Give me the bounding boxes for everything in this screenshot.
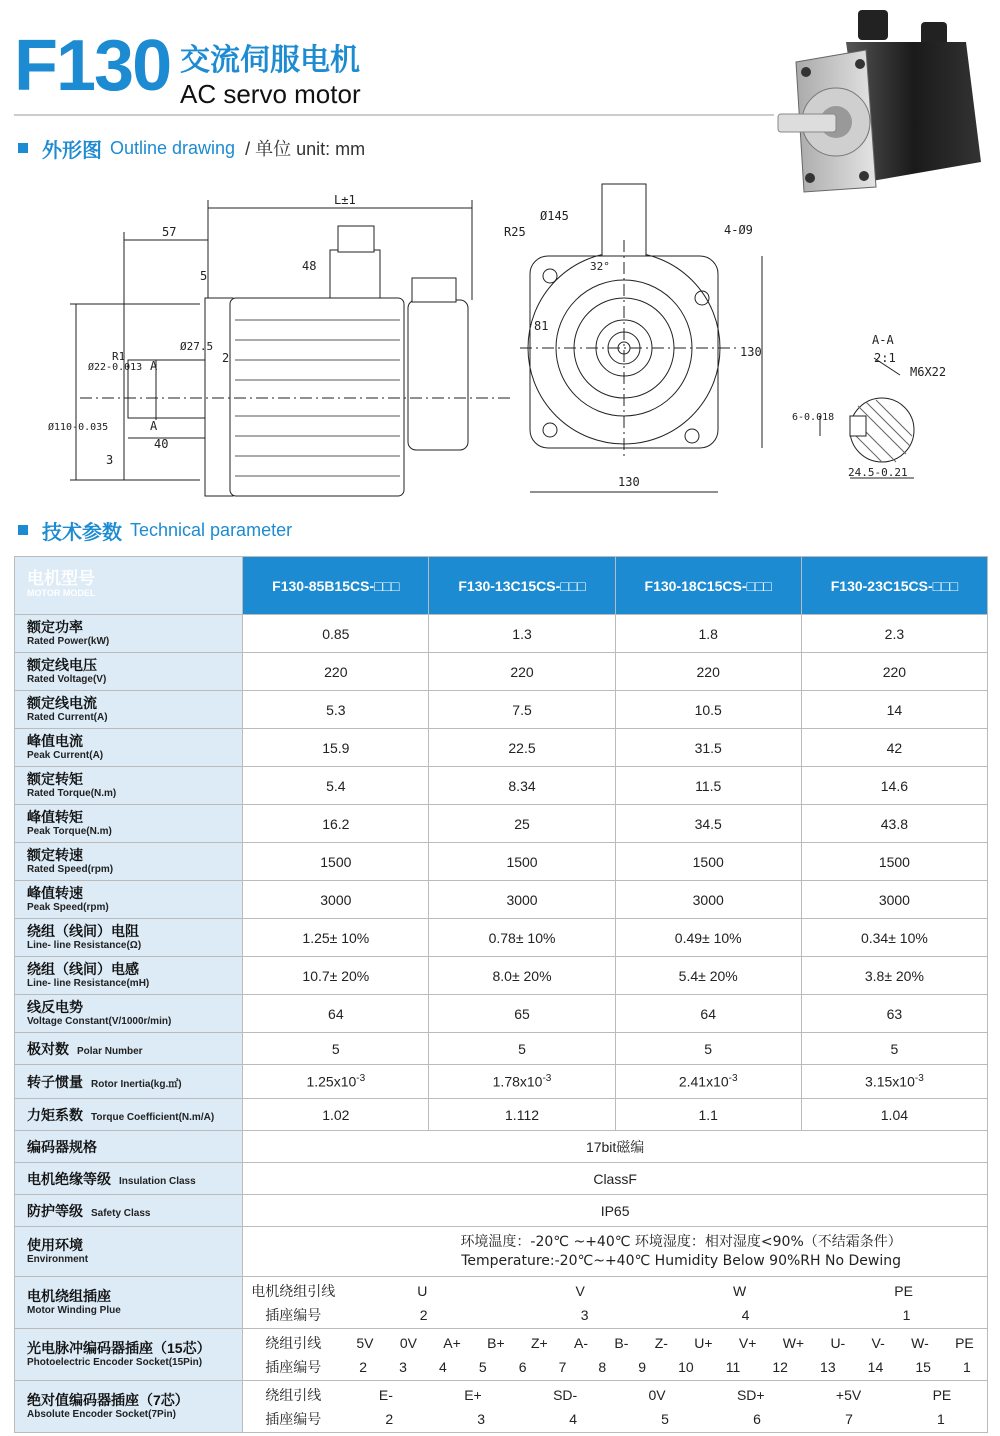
row-label-en: Rated Current(A): [27, 712, 108, 723]
environment-line-en: Temperature:-20℃~+40℃ Humidity Below 90%RH No Dewing: [461, 1252, 901, 1269]
pin-number: 6: [753, 1410, 761, 1427]
pin-lead: U: [417, 1282, 428, 1299]
table-cell: 5: [429, 1033, 615, 1065]
winding-plug-cell: [243, 1277, 988, 1329]
model-col-2: F130-13C15CS-□□□: [429, 557, 615, 615]
table-cell: 5: [801, 1033, 987, 1065]
table-cell: 1.02: [243, 1099, 429, 1131]
row-label-cn: 峰值转矩: [27, 809, 83, 825]
outline-title-en: Outline drawing: [110, 137, 236, 158]
table-cell: 8.0± 20%: [429, 957, 615, 995]
dim-r25: R25: [504, 225, 526, 239]
row-label-en: Safety Class: [91, 1207, 151, 1219]
dim-r1: R1: [112, 350, 126, 363]
pin-lead: A-: [574, 1334, 589, 1351]
row-label-cn: 电机绝缘等级: [27, 1170, 111, 1187]
pin-lead: W: [732, 1282, 747, 1299]
table-cell: 3000: [429, 881, 615, 919]
row-label-en: Rated Speed(rpm): [27, 864, 114, 875]
row-label-cn: 额定转速: [27, 847, 83, 863]
pin-number: 2: [385, 1410, 394, 1427]
table-cell: 65: [429, 995, 615, 1033]
table-cell: 10.5: [615, 691, 801, 729]
table-cell: 14: [801, 691, 987, 729]
dim-width-130: 130: [618, 475, 640, 489]
table-row-protection: [15, 1195, 988, 1227]
row-label-en: Insulation Class: [119, 1175, 196, 1187]
pin-number: 4: [741, 1306, 750, 1323]
pin-number: 7: [845, 1410, 853, 1427]
header-label-cell: [15, 557, 243, 615]
dim-5: 5: [200, 269, 208, 283]
pin-lead: +5V: [835, 1386, 862, 1403]
dim-81: 81: [534, 319, 549, 333]
table-cell: 3.8± 20%: [801, 957, 987, 995]
table-cell: 64: [243, 995, 429, 1033]
dim-48: 48: [302, 259, 317, 273]
dim-d22: Ø22-0.013: [88, 362, 143, 373]
table-cell: 22.5: [429, 729, 615, 767]
dim-d275: Ø27.5: [180, 340, 214, 353]
pin-number: 5: [661, 1410, 669, 1427]
model-col-4: F130-23C15CS-□□□: [801, 557, 987, 615]
row-label-en: Peak Current(A): [27, 750, 104, 761]
table-cell: 16.2: [243, 805, 429, 843]
table-cell: [429, 1065, 615, 1099]
pin-row-key: 绕组引线: [265, 1386, 322, 1403]
header-divider: [14, 114, 774, 116]
encoder-leads-row: [243, 1331, 987, 1355]
row-label-cn: 编码器规格: [27, 1138, 97, 1155]
table-cell: 1.112: [429, 1099, 615, 1131]
table-cell: 0.85: [243, 615, 429, 653]
dim-key-24-5: 24.5-0.21: [848, 466, 908, 479]
table-cell: 42: [801, 729, 987, 767]
table-cell: 1.3: [429, 615, 615, 653]
encoder-pins-row: [243, 1355, 987, 1379]
row-label-cn: 线反电势: [27, 999, 83, 1015]
side-view: [70, 200, 510, 496]
table-cell: 25: [429, 805, 615, 843]
tech-title-cn: 技术参数: [42, 521, 122, 544]
table-header-row: [15, 557, 988, 615]
tech-title-en: Technical parameter: [130, 519, 293, 540]
title-chinese: 交流伺服电机: [180, 44, 360, 77]
table-row-abs-socket: [15, 1381, 988, 1433]
pin-lead: V: [575, 1282, 585, 1299]
row-label-cn: 转子惯量: [27, 1073, 83, 1090]
pin-lead: Z-: [654, 1334, 668, 1351]
table-cell: 11.5: [615, 767, 801, 805]
pin-row-key: 插座编号: [265, 1358, 322, 1375]
inertia-value: 1.78x10: [492, 1073, 543, 1090]
pin-lead: 5V: [356, 1334, 374, 1351]
pin-row-key: 插座编号: [265, 1306, 322, 1323]
table-cell: 2.3: [801, 615, 987, 653]
row-label-en: Environment: [27, 1254, 89, 1265]
protection-value: IP65: [243, 1195, 988, 1227]
table-row: [15, 919, 988, 957]
model-col-3: F130-18C15CS-□□□: [615, 557, 801, 615]
pin-number: 14: [867, 1358, 884, 1375]
table-row: [15, 691, 988, 729]
table-cell: 1.8: [615, 615, 801, 653]
pin-lead: SD+: [736, 1386, 765, 1403]
section-mark-a-bottom: A: [150, 419, 158, 433]
row-label-cn: 绕组（线间）电感: [27, 961, 139, 977]
table-cell: 0.49± 10%: [615, 919, 801, 957]
table-row: [15, 995, 988, 1033]
row-label-cn: 电机绕组插座: [27, 1288, 111, 1304]
table-cell: 220: [243, 653, 429, 691]
inertia-exponent: -3: [914, 1073, 924, 1085]
dim-angle: 32°: [590, 260, 610, 273]
winding-leads-row: [243, 1279, 987, 1303]
dim-height-130: 130: [740, 345, 762, 359]
row-label-en: Rotor Inertia(kg.㎡): [91, 1078, 182, 1090]
table-cell: 1.25± 10%: [243, 919, 429, 957]
table-row: [15, 615, 988, 653]
row-label-en: Voltage Constant(V/1000r/min): [27, 1016, 172, 1027]
encoder-pins: [343, 1359, 987, 1375]
dim-57: 57: [162, 225, 177, 239]
pin-number: 4: [438, 1358, 447, 1375]
outline-drawing: [40, 180, 980, 510]
winding-leads: [343, 1283, 987, 1299]
pin-number: 9: [638, 1358, 647, 1375]
row-label-en: Peak Torque(N.m): [27, 826, 112, 837]
dim-40: 40: [154, 437, 169, 451]
header-en: MOTOR MODEL: [27, 588, 96, 598]
encoder-leads: [343, 1335, 987, 1351]
table-row: [15, 729, 988, 767]
pin-row-key: 绕组引线: [265, 1334, 322, 1351]
pin-lead: B+: [487, 1334, 505, 1351]
row-label-en: Absolute Encoder Socket(7Pin): [27, 1409, 176, 1420]
pin-number: 5: [478, 1358, 487, 1375]
table-row: [15, 767, 988, 805]
row-label-en: Peak Speed(rpm): [27, 902, 109, 913]
section-title: A-A: [872, 333, 894, 347]
table-cell: [615, 1065, 801, 1099]
pin-lead: B-: [614, 1334, 629, 1351]
dim-3: 3: [106, 453, 114, 467]
table-cell: 1500: [615, 843, 801, 881]
encoder-socket-cell: [243, 1329, 988, 1381]
row-label-cn: 防护等级: [27, 1202, 83, 1219]
pin-number: 15: [915, 1358, 931, 1375]
row-label-cn: 额定转矩: [27, 771, 83, 787]
pin-lead: A+: [443, 1334, 461, 1351]
pin-number: 1: [902, 1306, 911, 1323]
table-cell: 64: [615, 995, 801, 1033]
dim-d145: Ø145: [540, 209, 569, 223]
table-cell: 5: [243, 1033, 429, 1065]
pin-number: 3: [399, 1358, 407, 1375]
table-cell: 34.5: [615, 805, 801, 843]
environment-line-cn: 环境温度：-20℃ ~+40℃ 环境湿度：相对湿度<90%（不结霜条件）: [460, 1233, 902, 1250]
winding-pins-row: [243, 1303, 987, 1327]
bullet-square-icon: [18, 525, 28, 535]
pin-lead: SD-: [553, 1386, 578, 1403]
header-cn: 电机型号: [27, 569, 95, 588]
inertia-exponent: -3: [356, 1073, 366, 1085]
row-label-cn: 力矩系数: [27, 1106, 83, 1123]
outline-unit: / 单位 unit: mm: [245, 139, 366, 159]
spec-table: [14, 556, 988, 1433]
table-cell: 220: [615, 653, 801, 691]
insulation-value: ClassF: [243, 1163, 988, 1195]
encoder-value: 17bit磁编: [243, 1131, 988, 1163]
row-label-cn: 额定功率: [27, 619, 83, 635]
winding-pins: [343, 1307, 987, 1323]
section-mark-a-top: A: [150, 359, 158, 373]
row-label-en: Rated Voltage(V): [27, 674, 107, 685]
table-row: [15, 881, 988, 919]
row-label-en: Motor Winding Plue: [27, 1305, 121, 1316]
inertia-value: 3.15x10: [865, 1073, 915, 1090]
outline-title-cn: 外形图: [42, 139, 102, 162]
pin-row-key: 插座编号: [265, 1410, 322, 1427]
table-cell: 220: [801, 653, 987, 691]
row-label-en: Line- line Resistance(mH): [27, 978, 150, 989]
row-label-cn: 使用环境: [27, 1237, 83, 1253]
table-cell: 63: [801, 995, 987, 1033]
table-row: [15, 957, 988, 995]
table-cell: 5.4± 20%: [615, 957, 801, 995]
row-label-cn: 光电脉冲编码器插座（15芯）: [27, 1340, 211, 1356]
dim-d110: Ø110-0.035: [48, 422, 109, 433]
table-cell: 10.7± 20%: [243, 957, 429, 995]
row-label-en: Torque Coefficient(N.m/A): [91, 1111, 215, 1123]
pin-lead: 0V: [399, 1334, 417, 1351]
dim-holes: 4-Ø9: [724, 223, 753, 237]
row-label-cn: 绝对值编码器插座（7芯）: [27, 1392, 189, 1408]
pin-lead: 0V: [648, 1386, 666, 1403]
pin-lead: V+: [738, 1334, 757, 1351]
abs-socket-cell: [243, 1381, 988, 1433]
row-label-cn: 峰值电流: [27, 733, 83, 749]
table-cell: 5.3: [243, 691, 429, 729]
table-row-inertia: [15, 1065, 988, 1099]
table-cell: 31.5: [615, 729, 801, 767]
table-cell: [243, 1065, 429, 1099]
pin-lead: U+: [694, 1334, 713, 1351]
abs-leads-row: [243, 1383, 987, 1407]
table-row-environment: [15, 1227, 988, 1277]
pin-number: 13: [820, 1358, 836, 1375]
row-label-cn: 极对数: [27, 1040, 69, 1057]
row-label-cn: 额定线电流: [27, 695, 97, 711]
bullet-square-icon: [18, 143, 28, 153]
pin-number: 4: [569, 1410, 578, 1427]
row-label-cn: 峰值转速: [27, 885, 83, 901]
table-cell: 1.1: [615, 1099, 801, 1131]
pin-number: 7: [558, 1358, 567, 1375]
pin-lead: U-: [830, 1334, 846, 1351]
table-cell: [801, 1065, 987, 1099]
model-number: F130: [14, 26, 171, 106]
table-cell: 7.5: [429, 691, 615, 729]
table-cell: 14.6: [801, 767, 987, 805]
table-cell: 1500: [243, 843, 429, 881]
table-cell: 220: [429, 653, 615, 691]
table-cell: 1500: [429, 843, 615, 881]
inertia-exponent: -3: [728, 1073, 738, 1085]
pin-lead: Z+: [530, 1334, 548, 1351]
dim-m6: M6X22: [910, 365, 947, 379]
pin-number: 11: [725, 1358, 741, 1375]
table-row-encoder-socket: [15, 1329, 988, 1381]
model-col-1: F130-85B15CS-□□□: [243, 557, 429, 615]
table-row: [15, 653, 988, 691]
title-english: AC servo motor: [180, 79, 361, 109]
inertia-exponent: -3: [542, 1073, 552, 1085]
dim-key-6: 6-0.018: [792, 412, 835, 423]
table-row-torque-coef: [15, 1099, 988, 1131]
inertia-value: 1.25x10: [306, 1073, 357, 1090]
pin-lead: V-: [871, 1334, 885, 1351]
environment-cell: [243, 1227, 988, 1277]
pin-row-key: 电机绕组引线: [251, 1282, 336, 1299]
row-label-en: Polar Number: [77, 1045, 143, 1057]
pin-number: 2: [419, 1306, 428, 1323]
table-cell: 15.9: [243, 729, 429, 767]
row-label-cn: 额定线电压: [27, 657, 97, 673]
pin-lead: PE: [932, 1386, 952, 1403]
pin-number: 3: [477, 1410, 486, 1427]
table-cell: 1.04: [801, 1099, 987, 1131]
pin-number: 10: [678, 1358, 694, 1375]
table-cell: 1500: [801, 843, 987, 881]
table-cell: 3000: [243, 881, 429, 919]
table-row-insulation: [15, 1163, 988, 1195]
pin-lead: PE: [955, 1334, 974, 1351]
table-row-winding-plug: [15, 1277, 988, 1329]
dim-2: 2: [222, 351, 230, 365]
table-cell: 0.34± 10%: [801, 919, 987, 957]
pin-number: 8: [598, 1358, 607, 1375]
table-row-encoder: [15, 1131, 988, 1163]
outline-section-title: [18, 134, 365, 162]
row-label-cn: 绕组（线间）电阻: [27, 923, 139, 939]
table-cell: 0.78± 10%: [429, 919, 615, 957]
table-row: [15, 805, 988, 843]
pin-lead: W-: [911, 1334, 929, 1351]
table-cell: 5: [615, 1033, 801, 1065]
pin-lead: E-: [378, 1386, 393, 1403]
pin-number: 1: [962, 1358, 971, 1375]
pin-number: 3: [580, 1306, 589, 1323]
pin-number: 2: [359, 1358, 368, 1375]
pin-number: 1: [937, 1410, 945, 1427]
abs-leads: [343, 1387, 987, 1403]
tech-section-title: [18, 516, 292, 544]
section-scale: 2:1: [874, 351, 896, 365]
inertia-value: 2.41x10: [678, 1073, 729, 1090]
dim-length: L±1: [334, 193, 356, 207]
abs-pins: [343, 1411, 987, 1427]
table-row-polar: [15, 1033, 988, 1065]
abs-pins-row: [243, 1407, 987, 1431]
row-label-en: Rated Torque(N.m): [27, 788, 117, 799]
pin-number: 6: [518, 1358, 527, 1375]
pin-lead: E+: [464, 1386, 482, 1403]
row-label-en: Photoelectric Encoder Socket(15Pin): [27, 1357, 203, 1368]
table-cell: 8.34: [429, 767, 615, 805]
pin-number: 12: [772, 1358, 788, 1375]
row-label-en: Rated Power(kW): [27, 636, 110, 647]
row-label-en: Line- line Resistance(Ω): [27, 940, 142, 951]
table-cell: 5.4: [243, 767, 429, 805]
servo-motor-photo: [776, 2, 996, 202]
table-cell: 3000: [615, 881, 801, 919]
pin-lead: W+: [782, 1334, 805, 1351]
pin-lead: PE: [894, 1282, 913, 1299]
table-cell: 3000: [801, 881, 987, 919]
table-row: [15, 843, 988, 881]
table-cell: 43.8: [801, 805, 987, 843]
